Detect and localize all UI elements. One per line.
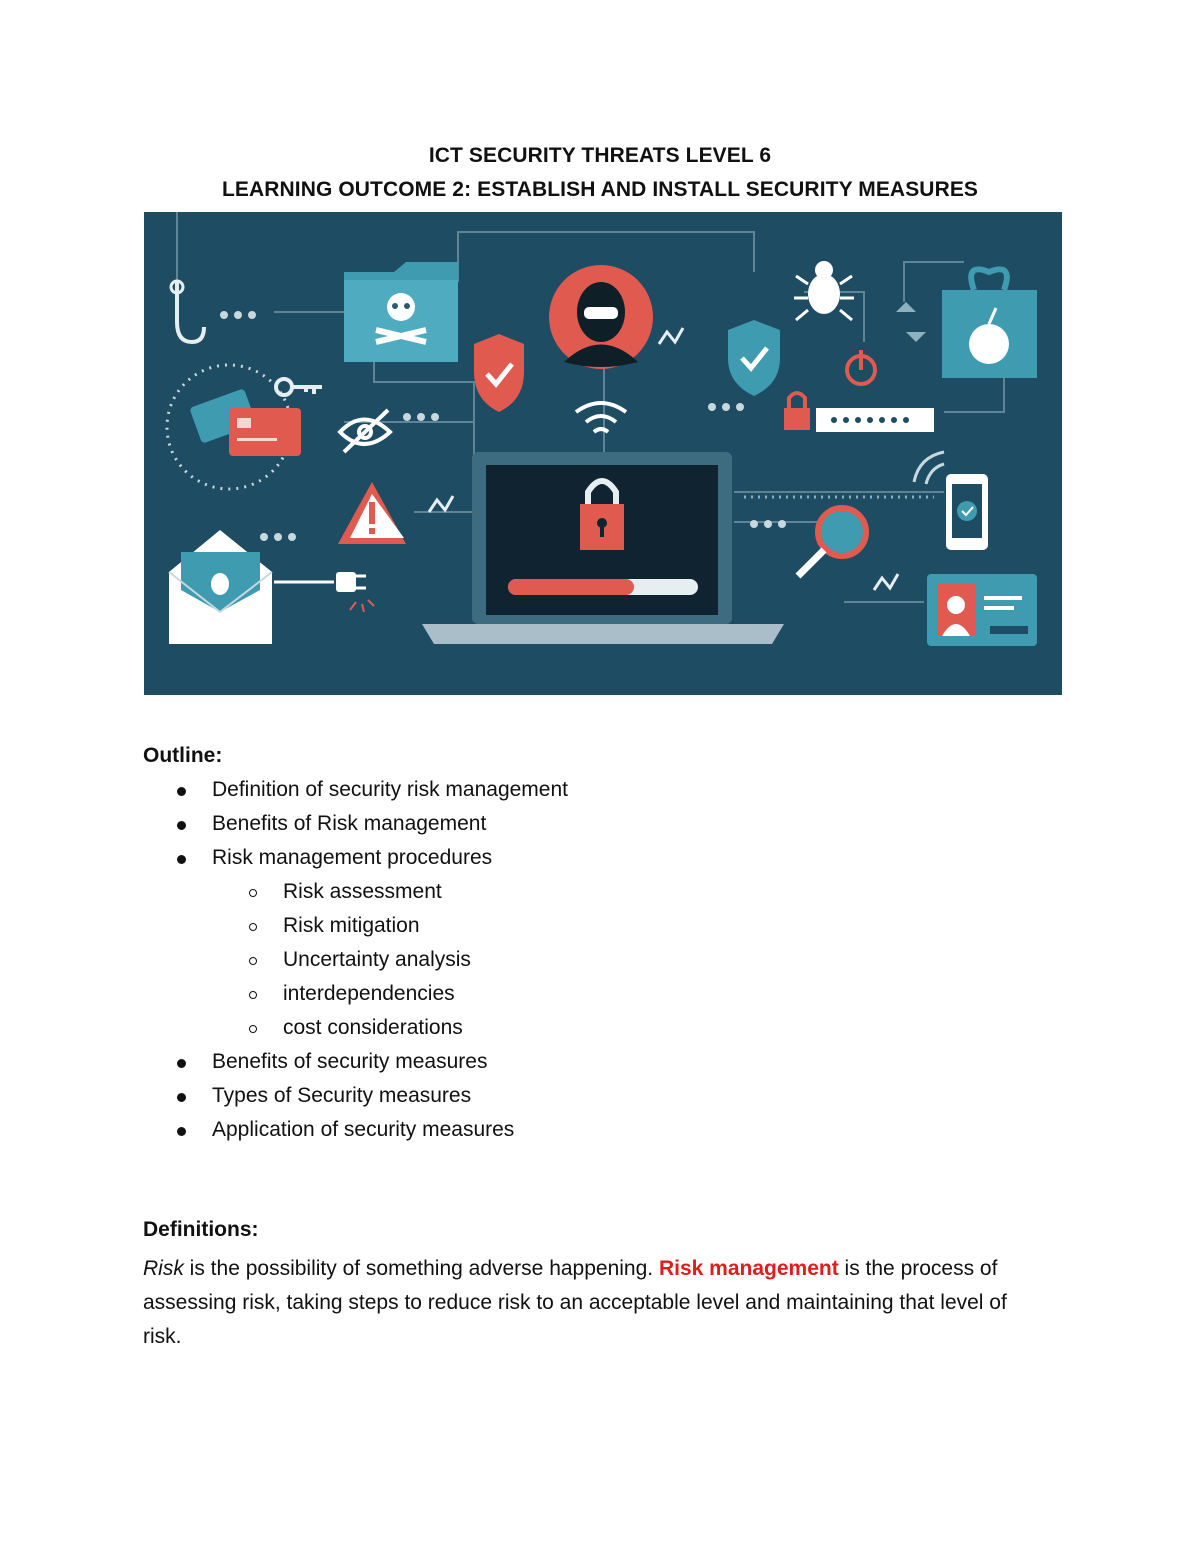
- sub-bullet-circle: [249, 1025, 257, 1033]
- bullet-dot: [177, 821, 186, 830]
- outline-item: Types of Security measures: [212, 1084, 472, 1107]
- outline-sub-item: cost considerations: [283, 1016, 463, 1039]
- sub-bullet-circle: [249, 957, 257, 965]
- outline-item: Application of security measures: [212, 1118, 515, 1141]
- sub-bullet-circle: [249, 923, 257, 931]
- bullet-dot: [177, 1093, 186, 1102]
- bullet-dot: [177, 1059, 186, 1068]
- shield-check-icon: [474, 334, 524, 412]
- cybersecurity-illustration: [144, 212, 1062, 695]
- sub-bullet-circle: [249, 991, 257, 999]
- wifi-icon: [576, 403, 626, 432]
- outline-sub-item: interdependencies: [283, 982, 455, 1005]
- definitions-heading: Definitions:: [143, 1218, 259, 1241]
- outline-sub-item: Uncertainty analysis: [283, 948, 471, 971]
- bullet-dot: [177, 1127, 186, 1136]
- unplug-icon: [336, 572, 356, 592]
- outline-sub-item: Risk mitigation: [283, 914, 420, 937]
- magnifier-icon: [818, 508, 866, 556]
- risk-management-definition-text: is the process of assessing risk, taking steps to reduce risk to an acceptable level and maintaining that level of risk.: [143, 1257, 1007, 1348]
- outline-sub-item: Risk assessment: [283, 880, 442, 903]
- bullet-dot: [177, 855, 186, 864]
- outline-item: Benefits of Risk management: [212, 812, 487, 835]
- bullet-dot: [177, 787, 186, 796]
- key-icon: [276, 379, 322, 395]
- shield-check-icon-2: [728, 320, 780, 396]
- outline-item: Benefits of security measures: [212, 1050, 488, 1073]
- risk-term: Risk: [143, 1257, 184, 1280]
- risk-management-term: Risk management: [658, 1257, 839, 1280]
- risk-definition-text: is the possibility of something adverse happening.: [183, 1257, 659, 1280]
- definition-paragraph: [143, 1252, 1023, 1354]
- bug-icon: [808, 261, 840, 314]
- outline-heading: Outline:: [143, 744, 223, 767]
- sub-bullet-circle: [249, 889, 257, 897]
- outline-item: Risk management procedures: [212, 846, 493, 869]
- small-lock-icon: [784, 408, 810, 430]
- hidden-eye-icon: [340, 410, 390, 452]
- document-title: ICT SECURITY THREATS LEVEL 6: [428, 144, 772, 167]
- outline-item: Definition of security risk management: [212, 778, 568, 801]
- document-subtitle: LEARNING OUTCOME 2: ESTABLISH AND INSTALL SECURITY MEASURES: [221, 178, 979, 201]
